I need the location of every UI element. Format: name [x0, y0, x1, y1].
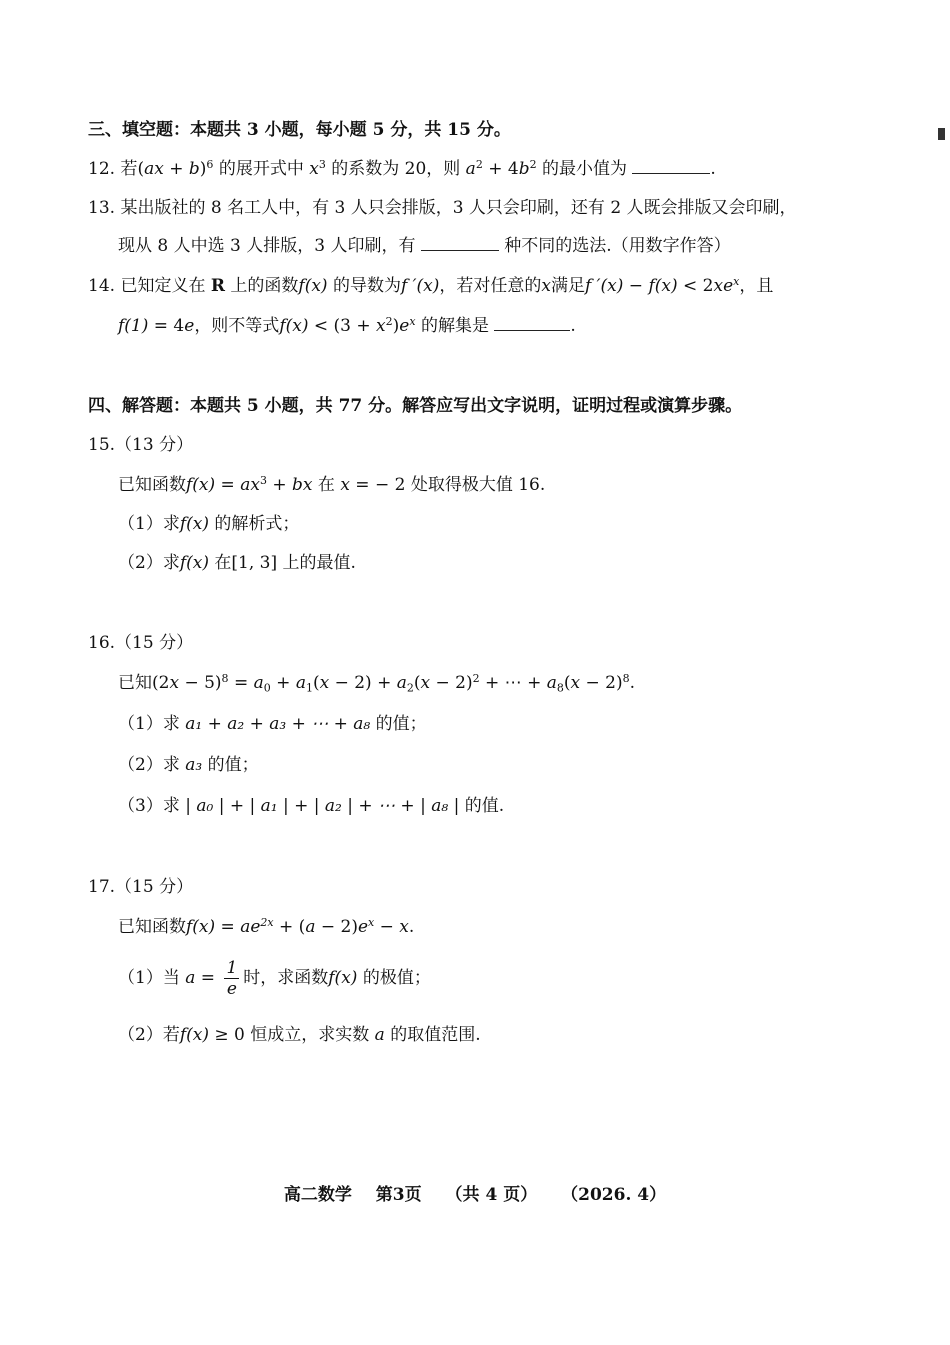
q17-title: 17.（15 分）: [88, 877, 194, 897]
q15-part2: （2）求f(x) 在[1, 3] 上的最值.: [118, 553, 356, 573]
question-14-line1: 14. 已知定义在 R 上的函数f(x) 的导数为f ′(x)，若对任意的x满足f $'(x) - f(x) < 2xe^x$，且: [88, 274, 774, 296]
page-edge-mark: [938, 128, 945, 140]
q12-answer-blank: [632, 157, 710, 174]
question-13-line2: 现从 8 人中选 3 人排版，3 人印刷，有 种不同的选法.（用数字作答）: [118, 236, 731, 256]
footer-page-number: 第3页: [375, 1185, 422, 1205]
footer-total-pages: （共 4 页）: [445, 1185, 538, 1205]
q16-stem: 已知$(2x - 5)^8 = a_0 + a_1(x - 2) + a_2(x - 2)^2$ + ⋯ + $a_8(x - 2)^8$.: [118, 671, 636, 695]
question-12: 12. 若(ax + b)$^6$ 的展开式中 $x^3$ 的系数为 20，则 $a^2 + 4b^2$ 的最小值为 .: [88, 157, 716, 179]
q15-title: 15.（13 分）: [88, 435, 194, 455]
q13-answer-blank: [421, 234, 499, 251]
q15-part1: （1）求f(x) 的解析式；: [118, 514, 300, 534]
q12-number: 12.: [88, 159, 116, 179]
question-14-line2: f(1) = 4e，则不等式$f(x) < (3 + x^2)e^x$ 的解集是 .: [118, 314, 576, 336]
q16-part1: （1）求 a₁ + a₂ + a₃ + ⋯ + a₈ 的值；: [118, 714, 427, 734]
fraction-one-over-e: $\frac{1}{e}$: [226, 958, 238, 999]
section3-header: 三、填空题：本题共 3 小题，每小题 5 分，共 15 分。: [88, 120, 511, 140]
footer-date: （2026. 4）: [561, 1185, 667, 1205]
q17-part1: （1）当 a = $\frac{1}{e}$ 时，求函数f(x) 的极值；: [118, 958, 431, 999]
q16-title: 16.（15 分）: [88, 633, 194, 653]
footer-subject: 高二数学: [283, 1185, 352, 1205]
page-footer: [0, 1180, 950, 1205]
q17-stem: 已知函数$f(x) = ae^{2x} + (a - 2)e^x - x$.: [118, 915, 415, 937]
q17-part2: （2）若f(x) ≥ 0 恒成立，求实数 a 的取值范围.: [118, 1025, 481, 1045]
question-13-line1: 13. 某出版社的 8 名工人中，有 3 人只会排版，3 人只会印刷，还有 2 人既会排版又会印刷，: [88, 198, 797, 218]
q13-number: 13.: [88, 198, 116, 218]
q14-answer-blank: [494, 314, 570, 331]
q16-part3: （3）求 | a₀ | + | a₁ | + | a₂ | + ⋯ + | a₈ | 的值.: [118, 796, 505, 816]
q15-stem: 已知函数$f(x) = ax^3$ + bx 在 x = − 2 处取得极大值 16.: [118, 473, 546, 495]
q14-number: 14.: [88, 276, 116, 296]
section4-header: 四、解答题：本题共 5 小题，共 77 分。解答应写出文字说明，证明过程或演算步骤。: [88, 396, 743, 416]
q16-part2: （2）求 a₃ 的值；: [118, 755, 259, 775]
